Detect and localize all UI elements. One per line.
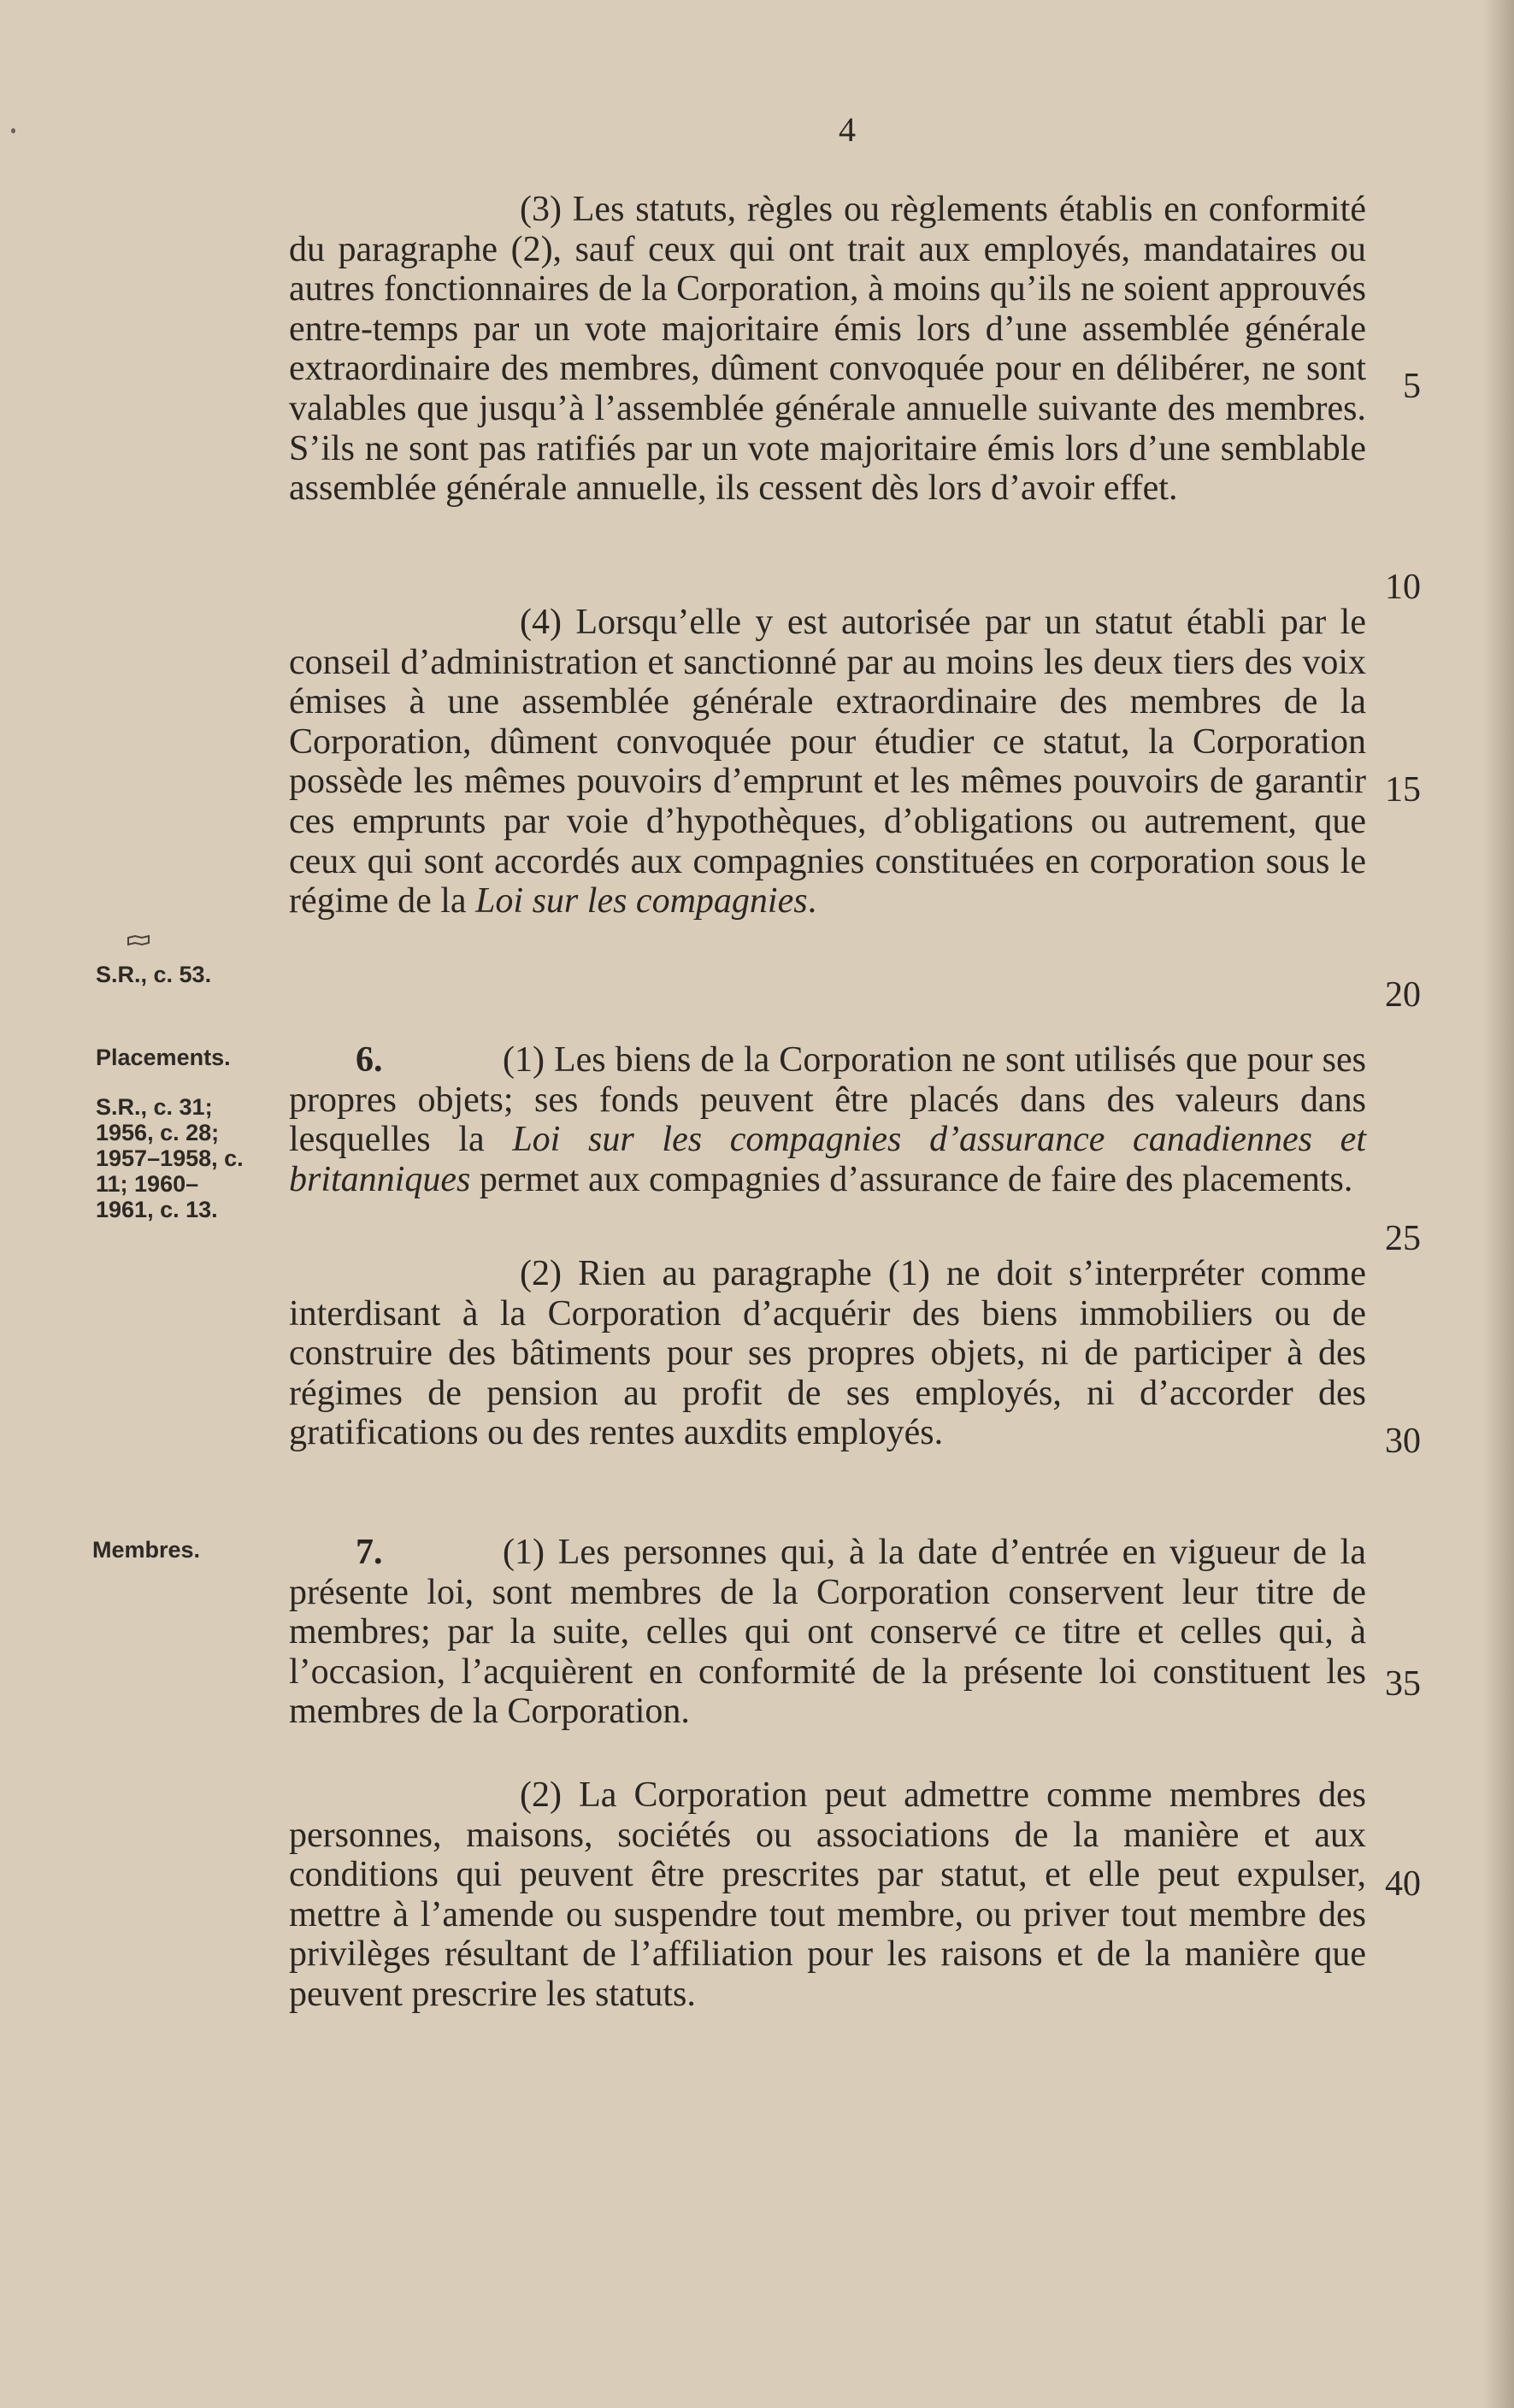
- line-number: 25: [1385, 1219, 1421, 1258]
- margin-note-sr53: S.R., c. 53.: [96, 962, 212, 987]
- line-number: 10: [1385, 568, 1421, 607]
- section-6-act-title: Loi sur les compagnies d’assurance canadiennes et britanniques: [289, 1120, 1366, 1199]
- section-6-paragraph-1: [289, 1040, 1366, 1199]
- margin-note-membres: Membres.: [92, 1537, 201, 1563]
- section-7-paragraph-1: [289, 1533, 1366, 1732]
- line-number: 15: [1385, 770, 1421, 810]
- paragraph-4-text: (4) Lorsqu’elle y est autorisée par un statut établi par le conseil d’administration et sanctionné par au moins les deux tiers des voix émises à une assemblée générale extraordinaire des membres de la Corporation, dûment convoquée pour étudier ce statut, la Corporation possède les mêmes pouvoirs d’emprunt et les mêmes pouvoirs de garantir ces emprunts par voie d’hypothèques, d’obligations ou autrement, que ceux qui sont accordés aux compagnies constituées en corporation sous le régime de la: [289, 603, 1366, 921]
- line-number: 30: [1385, 1422, 1421, 1461]
- section-6-p1-text: (1) Les biens de la Corporation ne sont utilisés que pour ses propres objets; ses fonds peuvent être placés dans des valeurs dans lesquelles la: [289, 1040, 1366, 1160]
- paragraph-3-text: (3) Les statuts, règles ou règlements établis en conformité du paragraphe (2), sauf ceux qui ont trait aux employés, mandataires ou autres fonctionnaires de la Corporation, à moins qu’ils ne soient approuvés entre-temps par un vote majoritaire émis lors d’une assemblée générale extraordinaire des membres, dûment convoquée pour en délibérer, ne sont valables que jusqu’à l’assemblée générale annuelle suivante des membres. S’ils ne sont pas ratifiés par un vote majoritaire émis lors d’une semblable assemblée générale annuelle, ils cessent dès lors d’avoir effet.: [289, 190, 1366, 509]
- paragraph-4-act-title: Loi sur les compagnies: [475, 881, 808, 921]
- section-7-paragraph-2: [289, 1775, 1366, 2015]
- section-7-number: 7.: [356, 1533, 383, 1572]
- page-edge-shadow: [1483, 0, 1514, 2408]
- line-number: 35: [1385, 1664, 1421, 1704]
- paragraph-4-end: .: [807, 881, 817, 921]
- paragraph-4: [289, 603, 1366, 921]
- section-6-p2-text: (2) Rien au paragraphe (1) ne doit s’interpréter comme interdisant à la Corporation d’acquérir des biens immobiliers ou de construire des bâtiments pour ses propres objets, ni de participer à des régimes de pension au profit de ses employés, ni d’accorder des gratifications ou des rentes auxdits employés.: [289, 1254, 1366, 1453]
- paragraph-3: [289, 190, 1366, 509]
- margin-note-placements: Placements.: [96, 1045, 231, 1070]
- margin-mark-icon: [127, 933, 152, 951]
- line-number: 5: [1403, 367, 1421, 406]
- section-6-number: 6.: [356, 1040, 383, 1080]
- page-number: 4: [839, 110, 856, 149]
- scan-speck: [11, 128, 15, 133]
- line-number: 20: [1385, 975, 1421, 1015]
- margin-note-placements-ref: S.R., c. 31; 1956, c. 28; 1957–1958, c. 11; 1960–1961, c. 13.: [96, 1094, 244, 1222]
- line-number: 40: [1385, 1864, 1421, 1904]
- section-7-p2-text: (2) La Corporation peut admettre comme membres des personnes, maisons, sociétés ou associations de la manière et aux conditions qui peuvent être prescrites par statut, et elle peut expulser, mettre à l’amende ou suspendre tout membre, ou priver tout membre des privilèges résultant de l’affiliation pour les raisons et de la manière que peuvent prescrire les statuts.: [289, 1775, 1366, 2014]
- section-6-p1-end: permet aux compagnies d’assurance de faire des placements.: [479, 1159, 1353, 1199]
- section-7-p1-text: (1) Les personnes qui, à la date d’entrée en vigueur de la présente loi, sont membres de la Corporation conservent leur titre de membres; par la suite, celles qui ont conservé ce titre et celles qui, à l’occasion, l’acquièrent en conformité de la présente loi constituent les membres de la Corporation.: [289, 1533, 1366, 1732]
- section-6-paragraph-2: [289, 1254, 1366, 1453]
